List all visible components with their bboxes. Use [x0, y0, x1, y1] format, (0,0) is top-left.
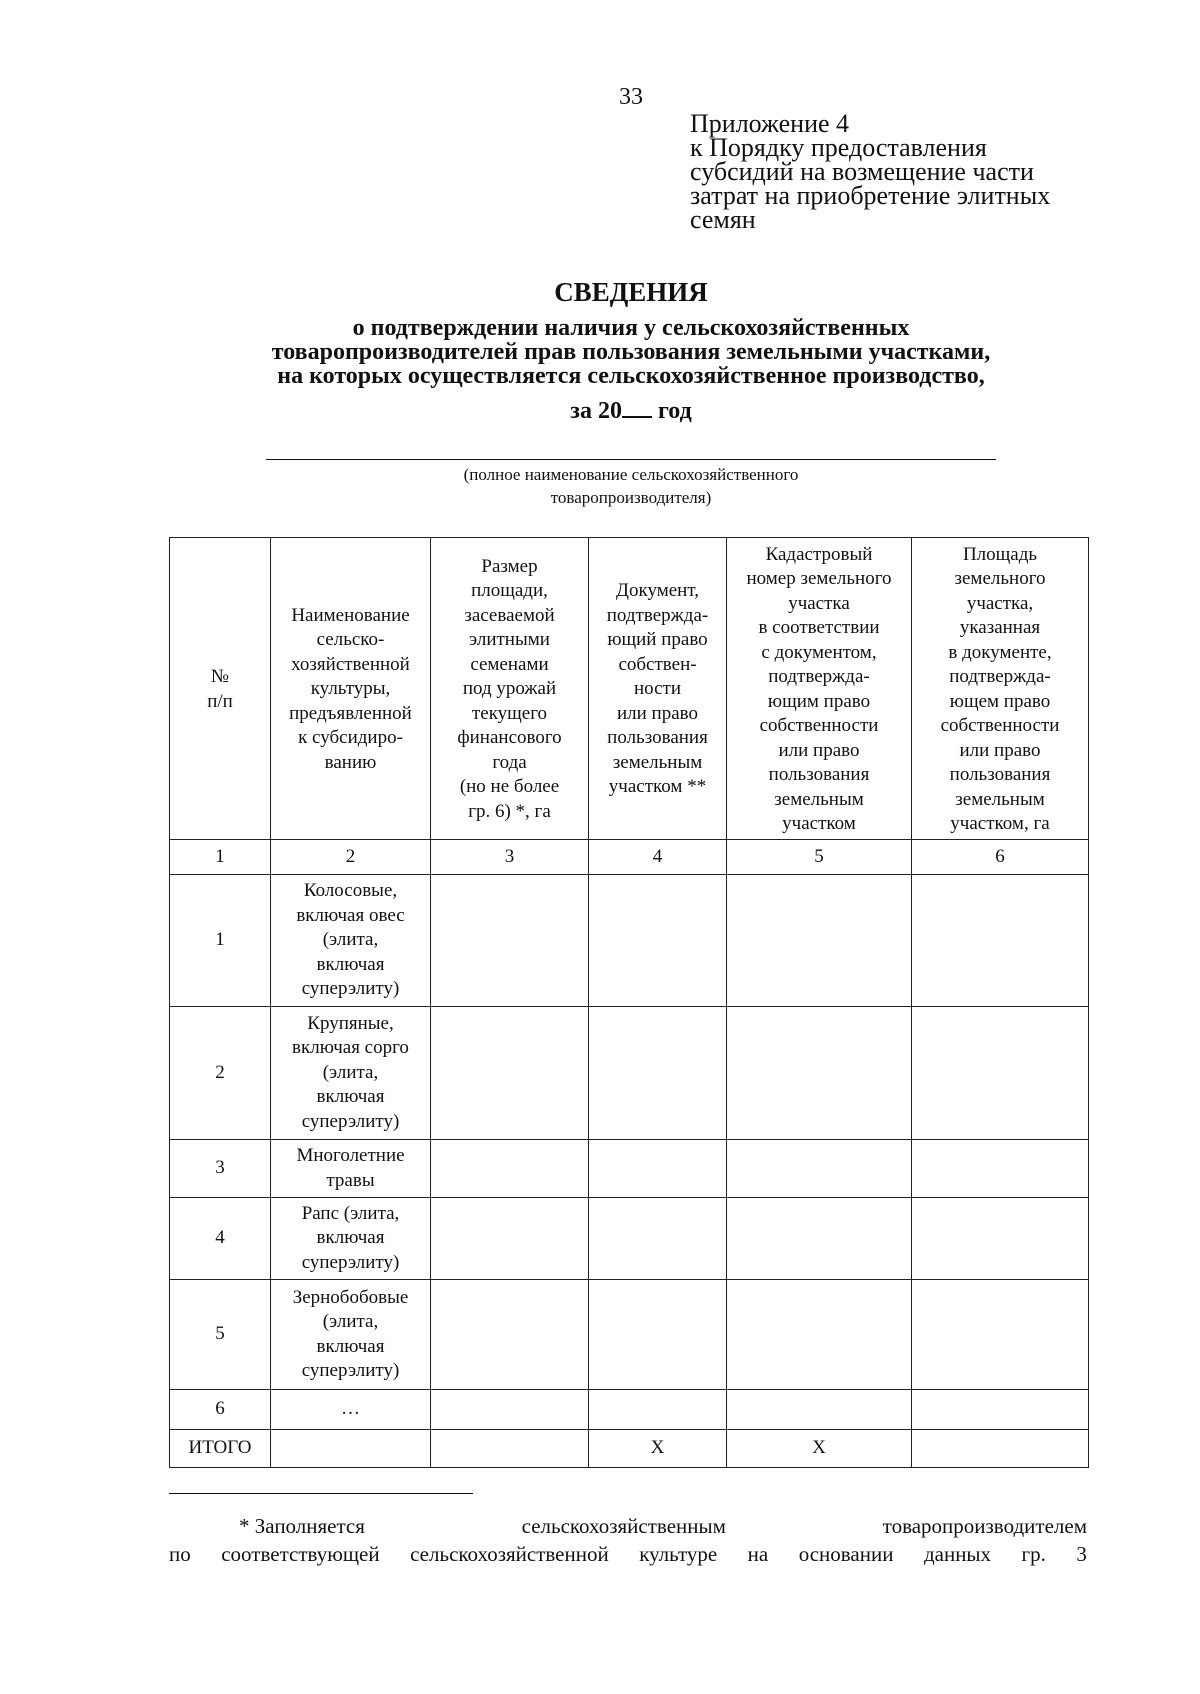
text-line: ющем право — [949, 690, 1051, 712]
text-line: (элита, — [322, 1061, 379, 1083]
text-line: засеваемой — [464, 604, 555, 626]
text-line: (но не более — [459, 776, 560, 798]
crop-name — [271, 1140, 431, 1198]
text-line: включая овес — [296, 904, 405, 926]
crop-name — [271, 875, 431, 1007]
text-line: собственности — [940, 715, 1060, 736]
area-cell[interactable] — [431, 1140, 589, 1198]
column-number-row — [170, 840, 1089, 875]
text-line: номер земельного — [746, 568, 892, 589]
cadastral-number-cell[interactable] — [727, 1390, 912, 1430]
text-line: подтвержда- — [606, 604, 709, 626]
period-suffix: год — [657, 398, 692, 424]
text-line: или право — [778, 739, 860, 761]
column-number: 1 — [170, 840, 271, 875]
crop-name — [271, 1198, 431, 1280]
row-number: 1 — [170, 875, 271, 1007]
text-line: земельным — [612, 751, 703, 773]
text-line: текущего — [471, 702, 548, 724]
text-line: пользования — [607, 727, 708, 749]
text-line: ющий право — [607, 629, 708, 651]
document-cell[interactable] — [589, 1198, 727, 1280]
row-number: 6 — [170, 1390, 271, 1430]
text-line: собственности — [759, 715, 879, 736]
text-line: к субсидиро- — [298, 727, 403, 749]
table-row — [170, 1280, 1089, 1390]
producer-name-caption — [266, 463, 996, 509]
text-line: п/п — [207, 690, 233, 712]
cadastral-number-cell[interactable] — [727, 1007, 912, 1140]
text-line: включая — [316, 1335, 385, 1357]
caption-line: (полное наименование сельскохозяйственного — [463, 465, 799, 484]
text-line: пользования — [949, 764, 1051, 785]
header-cell — [727, 538, 912, 840]
column-number: 3 — [431, 840, 589, 875]
text-line: участком, га — [950, 813, 1050, 834]
cadastral-number-cell[interactable] — [727, 1280, 912, 1390]
text-line: включая — [316, 1227, 385, 1249]
document-subtitle — [0, 316, 1200, 388]
table-row — [170, 1198, 1089, 1280]
text-line: Наименование — [291, 604, 410, 626]
text-line: земельным — [774, 788, 864, 810]
row-number: 2 — [170, 1007, 271, 1140]
footnote — [169, 1512, 1087, 1568]
document-cell[interactable] — [589, 1280, 727, 1390]
footnote-word: сельскохозяйственной — [410, 1542, 609, 1566]
text-line: Многолетние — [296, 1145, 405, 1166]
text-line: Крупяные, — [307, 1012, 394, 1034]
text-line: участка, — [966, 592, 1034, 614]
text-line: ющим право — [767, 690, 871, 712]
text-line: под урожай — [462, 678, 557, 700]
plot-area-cell[interactable] — [912, 1280, 1089, 1390]
table-row — [170, 1007, 1089, 1140]
appendix-line: затрат на приобретение элитных — [690, 181, 1051, 210]
plot-area-cell[interactable] — [912, 875, 1089, 1007]
text-line: суперэлиту) — [301, 1110, 400, 1132]
text-line: включая — [316, 953, 385, 975]
text-line: площади, — [471, 580, 548, 602]
document-cell[interactable] — [589, 875, 727, 1007]
footnote-word: товаропроизводителем — [882, 1514, 1087, 1538]
column-number: 6 — [912, 840, 1089, 875]
text-line: указанная — [959, 617, 1041, 638]
document-cell[interactable] — [589, 1140, 727, 1198]
text-line: суперэлиту) — [301, 978, 400, 1000]
footnote-word: сельскохозяйственным — [521, 1514, 726, 1538]
text-line: участком ** — [608, 776, 707, 798]
text-line: или право — [616, 702, 698, 724]
total-crop-cell[interactable] — [271, 1430, 431, 1468]
text-line: гр. 6) *, га — [468, 800, 551, 822]
footnote-word: 3 — [1076, 1542, 1087, 1566]
document-title: СВЕДЕНИЯ — [554, 277, 708, 307]
header-cell — [271, 538, 431, 840]
text-line: культуры, — [310, 678, 391, 700]
text-line: предъявленной — [289, 702, 412, 724]
table-row — [170, 1390, 1089, 1430]
header-cell — [170, 538, 271, 840]
area-cell[interactable] — [431, 875, 589, 1007]
year-blank-field[interactable] — [622, 398, 652, 418]
footnote-word: гр. — [1021, 1542, 1046, 1566]
text-line: собствен- — [618, 653, 697, 675]
text-line: Зернобобовые — [292, 1286, 409, 1308]
plot-area-cell[interactable] — [912, 1007, 1089, 1140]
text-line: суперэлиту) — [301, 1360, 400, 1381]
header-cell — [589, 538, 727, 840]
table-header-row — [170, 538, 1089, 840]
crop-name — [271, 1390, 431, 1430]
column-number: 4 — [589, 840, 727, 875]
crop-name — [271, 1007, 431, 1140]
reporting-period — [0, 398, 1200, 425]
table-row — [170, 1140, 1089, 1198]
subtitle-line: товаропроизводителей прав пользования земельными участками, — [271, 339, 991, 365]
text-line: № — [210, 666, 230, 687]
text-line: Колосовые, — [303, 880, 398, 902]
column-number: 2 — [271, 840, 431, 875]
header-cell — [431, 538, 589, 840]
land-rights-table — [169, 537, 1089, 1468]
area-cell[interactable] — [431, 1390, 589, 1430]
total-document-cell: Х — [589, 1430, 727, 1468]
appendix-line: семян — [690, 205, 756, 234]
total-row — [170, 1430, 1089, 1468]
appendix-line: субсидий на возмещение части — [690, 157, 1034, 186]
text-line: пользования — [768, 764, 870, 785]
cadastral-number-cell[interactable] — [727, 1140, 912, 1198]
total-cadastral-cell: Х — [727, 1430, 912, 1468]
text-line: в соответствии — [758, 617, 880, 638]
header-cell — [912, 538, 1089, 840]
text-line: Документ, — [616, 580, 699, 602]
text-line: Размер — [481, 555, 538, 577]
text-line: семенами — [470, 653, 549, 675]
text-line: … — [341, 1398, 360, 1420]
text-line: хозяйственной — [291, 653, 410, 675]
text-line: ванию — [324, 751, 377, 773]
footnote-word: на — [747, 1542, 769, 1566]
text-line: участком — [782, 813, 856, 834]
footnote-line-2 — [169, 1540, 1087, 1568]
text-line: финансового — [457, 727, 562, 749]
text-line: участка — [788, 592, 850, 614]
row-number: 3 — [170, 1140, 271, 1198]
text-line: ности — [633, 678, 682, 700]
area-cell[interactable] — [431, 1280, 589, 1390]
footnote-word: культуре — [639, 1542, 718, 1566]
footnote-word: данных — [923, 1542, 992, 1566]
text-line: элитными — [469, 629, 550, 651]
plot-area-cell[interactable] — [912, 1140, 1089, 1198]
subtitle-line: о подтверждении наличия у сельскохозяйственных — [352, 315, 910, 341]
row-number: 5 — [170, 1280, 271, 1390]
text-line: земельного — [954, 568, 1046, 589]
producer-name-field[interactable] — [266, 459, 996, 460]
text-line: травы — [326, 1169, 375, 1191]
text-line: суперэлиту) — [301, 1251, 400, 1273]
appendix-reference — [690, 109, 1130, 234]
cadastral-number-cell[interactable] — [727, 875, 912, 1007]
footnote-word: основании — [798, 1542, 894, 1566]
document-cell[interactable] — [589, 1007, 727, 1140]
area-cell[interactable] — [431, 1007, 589, 1140]
table-row — [170, 875, 1089, 1007]
total-label: ИТОГО — [170, 1430, 271, 1468]
footnote-word: соответствующей — [221, 1542, 380, 1566]
row-number: 4 — [170, 1198, 271, 1280]
plot-area-cell[interactable] — [912, 1390, 1089, 1430]
text-line: земельным — [955, 788, 1045, 810]
text-line: подтвержда- — [768, 666, 870, 687]
page-number: 33 — [619, 84, 643, 110]
document-cell[interactable] — [589, 1390, 727, 1430]
footnote-line-1 — [169, 1512, 1087, 1540]
text-line: Площадь — [962, 543, 1038, 565]
text-line: в документе, — [948, 641, 1052, 663]
text-line: подтвержда- — [949, 666, 1051, 687]
footnote-marker: * Заполняется — [239, 1514, 365, 1538]
area-cell[interactable] — [431, 1198, 589, 1280]
footnote-separator — [169, 1493, 473, 1494]
text-line: (элита, — [322, 929, 379, 951]
caption-line: товаропроизводителя) — [550, 488, 712, 507]
column-number: 5 — [727, 840, 912, 875]
plot-area-cell[interactable] — [912, 1198, 1089, 1280]
text-line: с документом, — [761, 641, 877, 663]
text-line: года — [492, 751, 527, 773]
text-line: сельско- — [316, 629, 385, 651]
subtitle-line: на которых осуществляется сельскохозяйственное производство, — [277, 363, 985, 389]
text-line: включая сорго — [292, 1037, 409, 1059]
period-prefix: за 20 — [570, 398, 622, 424]
appendix-line: Приложение 4 — [690, 109, 850, 138]
text-line: или право — [959, 739, 1041, 761]
total-plot-area-cell[interactable] — [912, 1430, 1089, 1468]
crop-name — [271, 1280, 431, 1390]
cadastral-number-cell[interactable] — [727, 1198, 912, 1280]
appendix-line: к Порядку предоставления — [690, 133, 987, 162]
text-line: Рапс (элита, — [301, 1202, 400, 1224]
text-line: включая — [316, 1086, 385, 1108]
total-area-cell[interactable] — [431, 1430, 589, 1468]
text-line: (элита, — [322, 1311, 379, 1332]
text-line: Кадастровый — [765, 543, 873, 565]
footnote-word: по — [169, 1542, 191, 1566]
